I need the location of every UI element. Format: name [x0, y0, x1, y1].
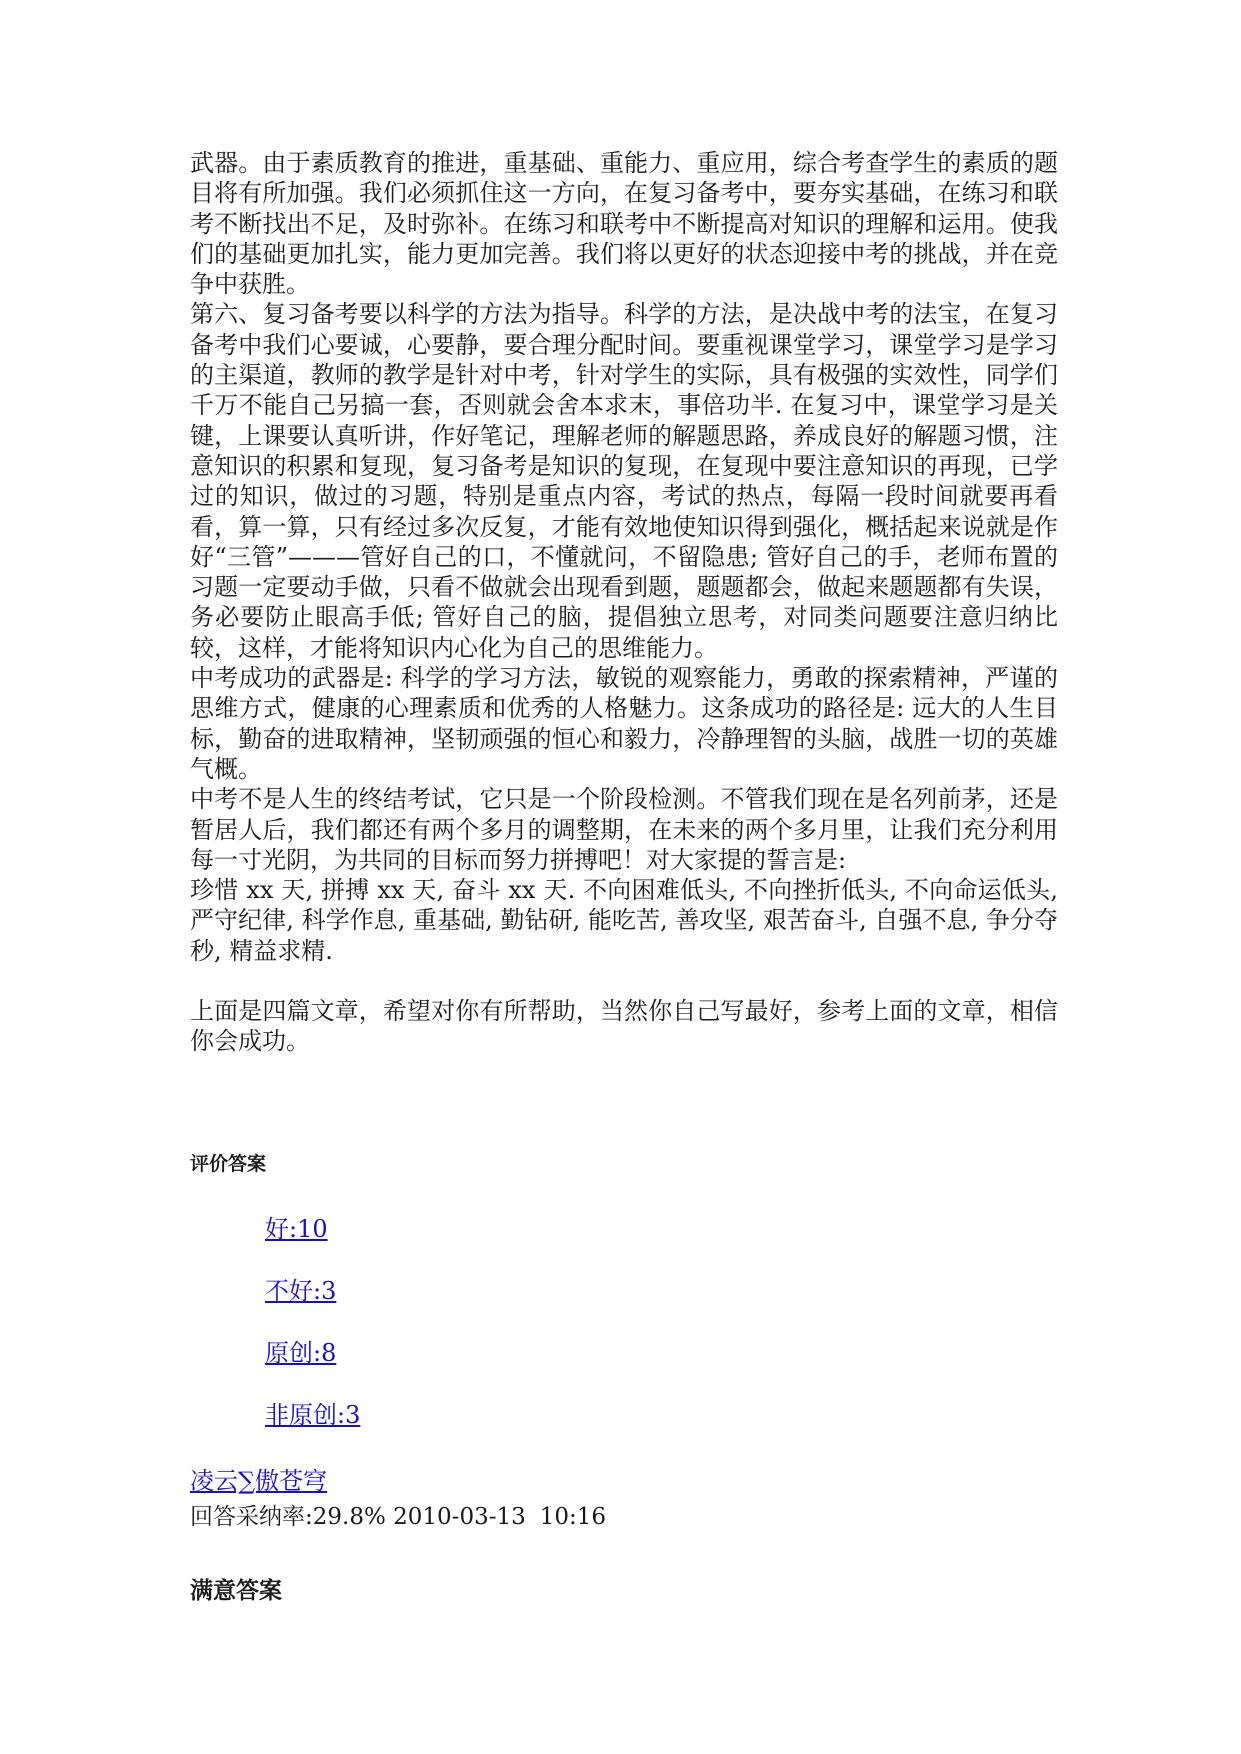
article-paragraph: 第六、复习备考要以科学的方法为指导。科学的方法，是决战中考的法宝，在复习备考中我们心要诚，心要静，要合理分配时间。要重视课堂学习，课堂学习是学习的主渠道，教师的教学是针对中考，针对学生的实际，具有极强的实效性，同学们千万不能自己另搞一套，否则就会舍本求末，事倍功半. 在复习中，课堂学习是关键，上课要认真听讲，作好笔记，理解老师的解题思路，养成良好的解题习惯，注意知识的积累和复现，复习备考是知识的复现，在复现中要注意知识的再现，已学过的知识，做过的习题，特别是重点内容，考试的热点，每隔一段时间就要再看看，算一算，只有经过多次反复，才能有效地使知识得到强化，概括起来说就是作好“三管”———管好自己的口，不懂就问，不留隐患; 管好自己的手，老师布置的习题一定要动手做，只看不做就会出现看到题，题题都会，做起来题题都有失误，务必要防止眼高手低; 管好自己的脑，提倡独立思考，对同类问题要注意归纳比较，这样，才能将知识内心化为自己的思维能力。: [190, 300, 1058, 662]
answer-time: 10:16: [539, 1504, 607, 1530]
article-body: [190, 148, 1058, 1057]
vote-original-link[interactable]: 原创:8: [265, 1339, 337, 1367]
evaluation-item: [265, 1276, 360, 1338]
evaluation-item: [265, 1338, 360, 1400]
answer-meta: [190, 1502, 606, 1532]
satisfied-answer-heading: 满意答案: [190, 1578, 282, 1604]
evaluation-item: [265, 1400, 360, 1462]
article-paragraph: 中考不是人生的终结考试，它只是一个阶段检测。不管我们现在是名列前茅，还是暂居人后，我们都还有两个多月的调整期，在未来的两个多月里，让我们充分利用每一寸光阴，为共同的目标而努力拼搏吧！对大家提的誓言是:: [190, 785, 1058, 874]
evaluation-item: [265, 1214, 360, 1276]
adoption-rate: 回答采纳率:29.8%: [190, 1504, 386, 1530]
vote-good-link[interactable]: 好:10: [265, 1215, 328, 1243]
article-closing-paragraph: 上面是四篇文章，希望对你有所帮助，当然你自己写最好，参考上面的文章，相信你会成功。: [190, 997, 1058, 1056]
vote-not-original-link[interactable]: 非原创:3: [265, 1401, 361, 1429]
article-paragraph: 武器。由于素质教育的推进，重基础、重能力、重应用，综合考查学生的素质的题目将有所加强。我们必须抓住这一方向，在复习备考中，要夯实基础，在练习和联考不断找出不足，及时弥补。在练习和联考中不断提高对知识的理解和运用。使我们的基础更加扎实，能力更加完善。我们将以更好的状态迎接中考的挑战，并在竞争中获胜。: [190, 149, 1058, 299]
author-link[interactable]: 凌云∑傲苍穹: [190, 1467, 328, 1495]
answer-date: 2010-03-13: [393, 1504, 526, 1530]
evaluation-options: [265, 1214, 360, 1462]
article-paragraph: 中考成功的武器是: 科学的学习方法，敏锐的观察能力，勇敢的探索精神，严谨的思维方式，健康的心理素质和优秀的人格魅力。这条成功的路径是: 远大的人生目标，勤奋的进取精神，坚韧顽强的恒心和毅力，冷静理智的头脑，战胜一切的英雄气概。: [190, 664, 1058, 783]
evaluation-heading: 评价答案: [190, 1153, 267, 1175]
vote-bad-link[interactable]: 不好:3: [265, 1277, 337, 1305]
article-paragraph: 珍惜 xx 天, 拼搏 xx 天, 奋斗 xx 天. 不向困难低头, 不向挫折低头, 不向命运低头, 严守纪律, 科学作息, 重基础, 勤钻研, 能吃苦, 善攻坚, 艰苦奋斗, 自强不息, 争分夺秒, 精益求精.: [190, 876, 1058, 965]
